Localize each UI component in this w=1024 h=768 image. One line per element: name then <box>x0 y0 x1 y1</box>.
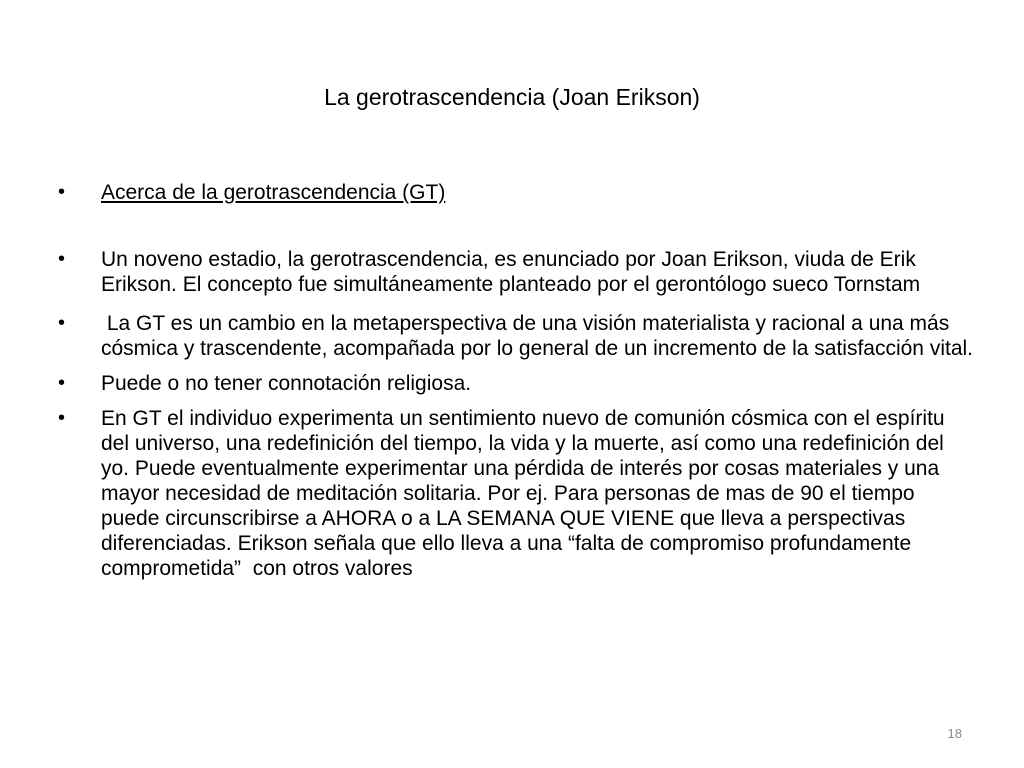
bullet-text: En GT el individuo experimenta un sentimiento nuevo de comunión cósmica con el espíritu del universo, una redefinición del tiempo, la vida y la muerte, así como una redefinición del yo. Puede eventualmente experimentar una pérdida de interés por cosas materiales y una mayor necesidad de meditación solitaria. Por ej. Para personas de mas de 90 el tiempo puede circunscribirse a AHORA o a LA SEMANA QUE VIENE que lleva a perspectivas diferenciadas. Erikson señala que ello lleva a una “falta de compromiso profundamente comprometida” con otros valores <box>101 407 951 580</box>
bullet-icon: • <box>58 248 66 270</box>
bullet-icon: • <box>58 372 66 394</box>
bullet-icon: • <box>58 407 66 429</box>
list-item <box>58 311 973 361</box>
list-item <box>58 247 973 297</box>
bullet-icon: • <box>58 312 66 334</box>
list-item <box>58 406 973 581</box>
bullet-text: Acerca de la gerotrascendencia (GT) <box>101 181 446 204</box>
list-item <box>58 371 973 396</box>
bullet-list <box>58 180 973 581</box>
bullet-text: Puede o no tener connotación religiosa. <box>101 372 472 395</box>
slide-title: La gerotrascendencia (Joan Erikson) <box>324 84 700 110</box>
slide-number: 18 <box>947 726 962 741</box>
bullet-icon: • <box>58 181 66 203</box>
bullet-text: Un noveno estadio, la gerotrascendencia, es enunciado por Joan Erikson, viuda de Erik Erikson. El concepto fue simultáneamente planteado por el gerontólogo sueco Tornstam <box>101 248 921 296</box>
list-item <box>58 180 973 205</box>
bullet-text: La GT es un cambio en la metaperspectiva de una visión materialista y racional a una más cósmica y trascendente, acompañada por lo general de un incremento de la satisfacción vital. <box>101 312 973 360</box>
